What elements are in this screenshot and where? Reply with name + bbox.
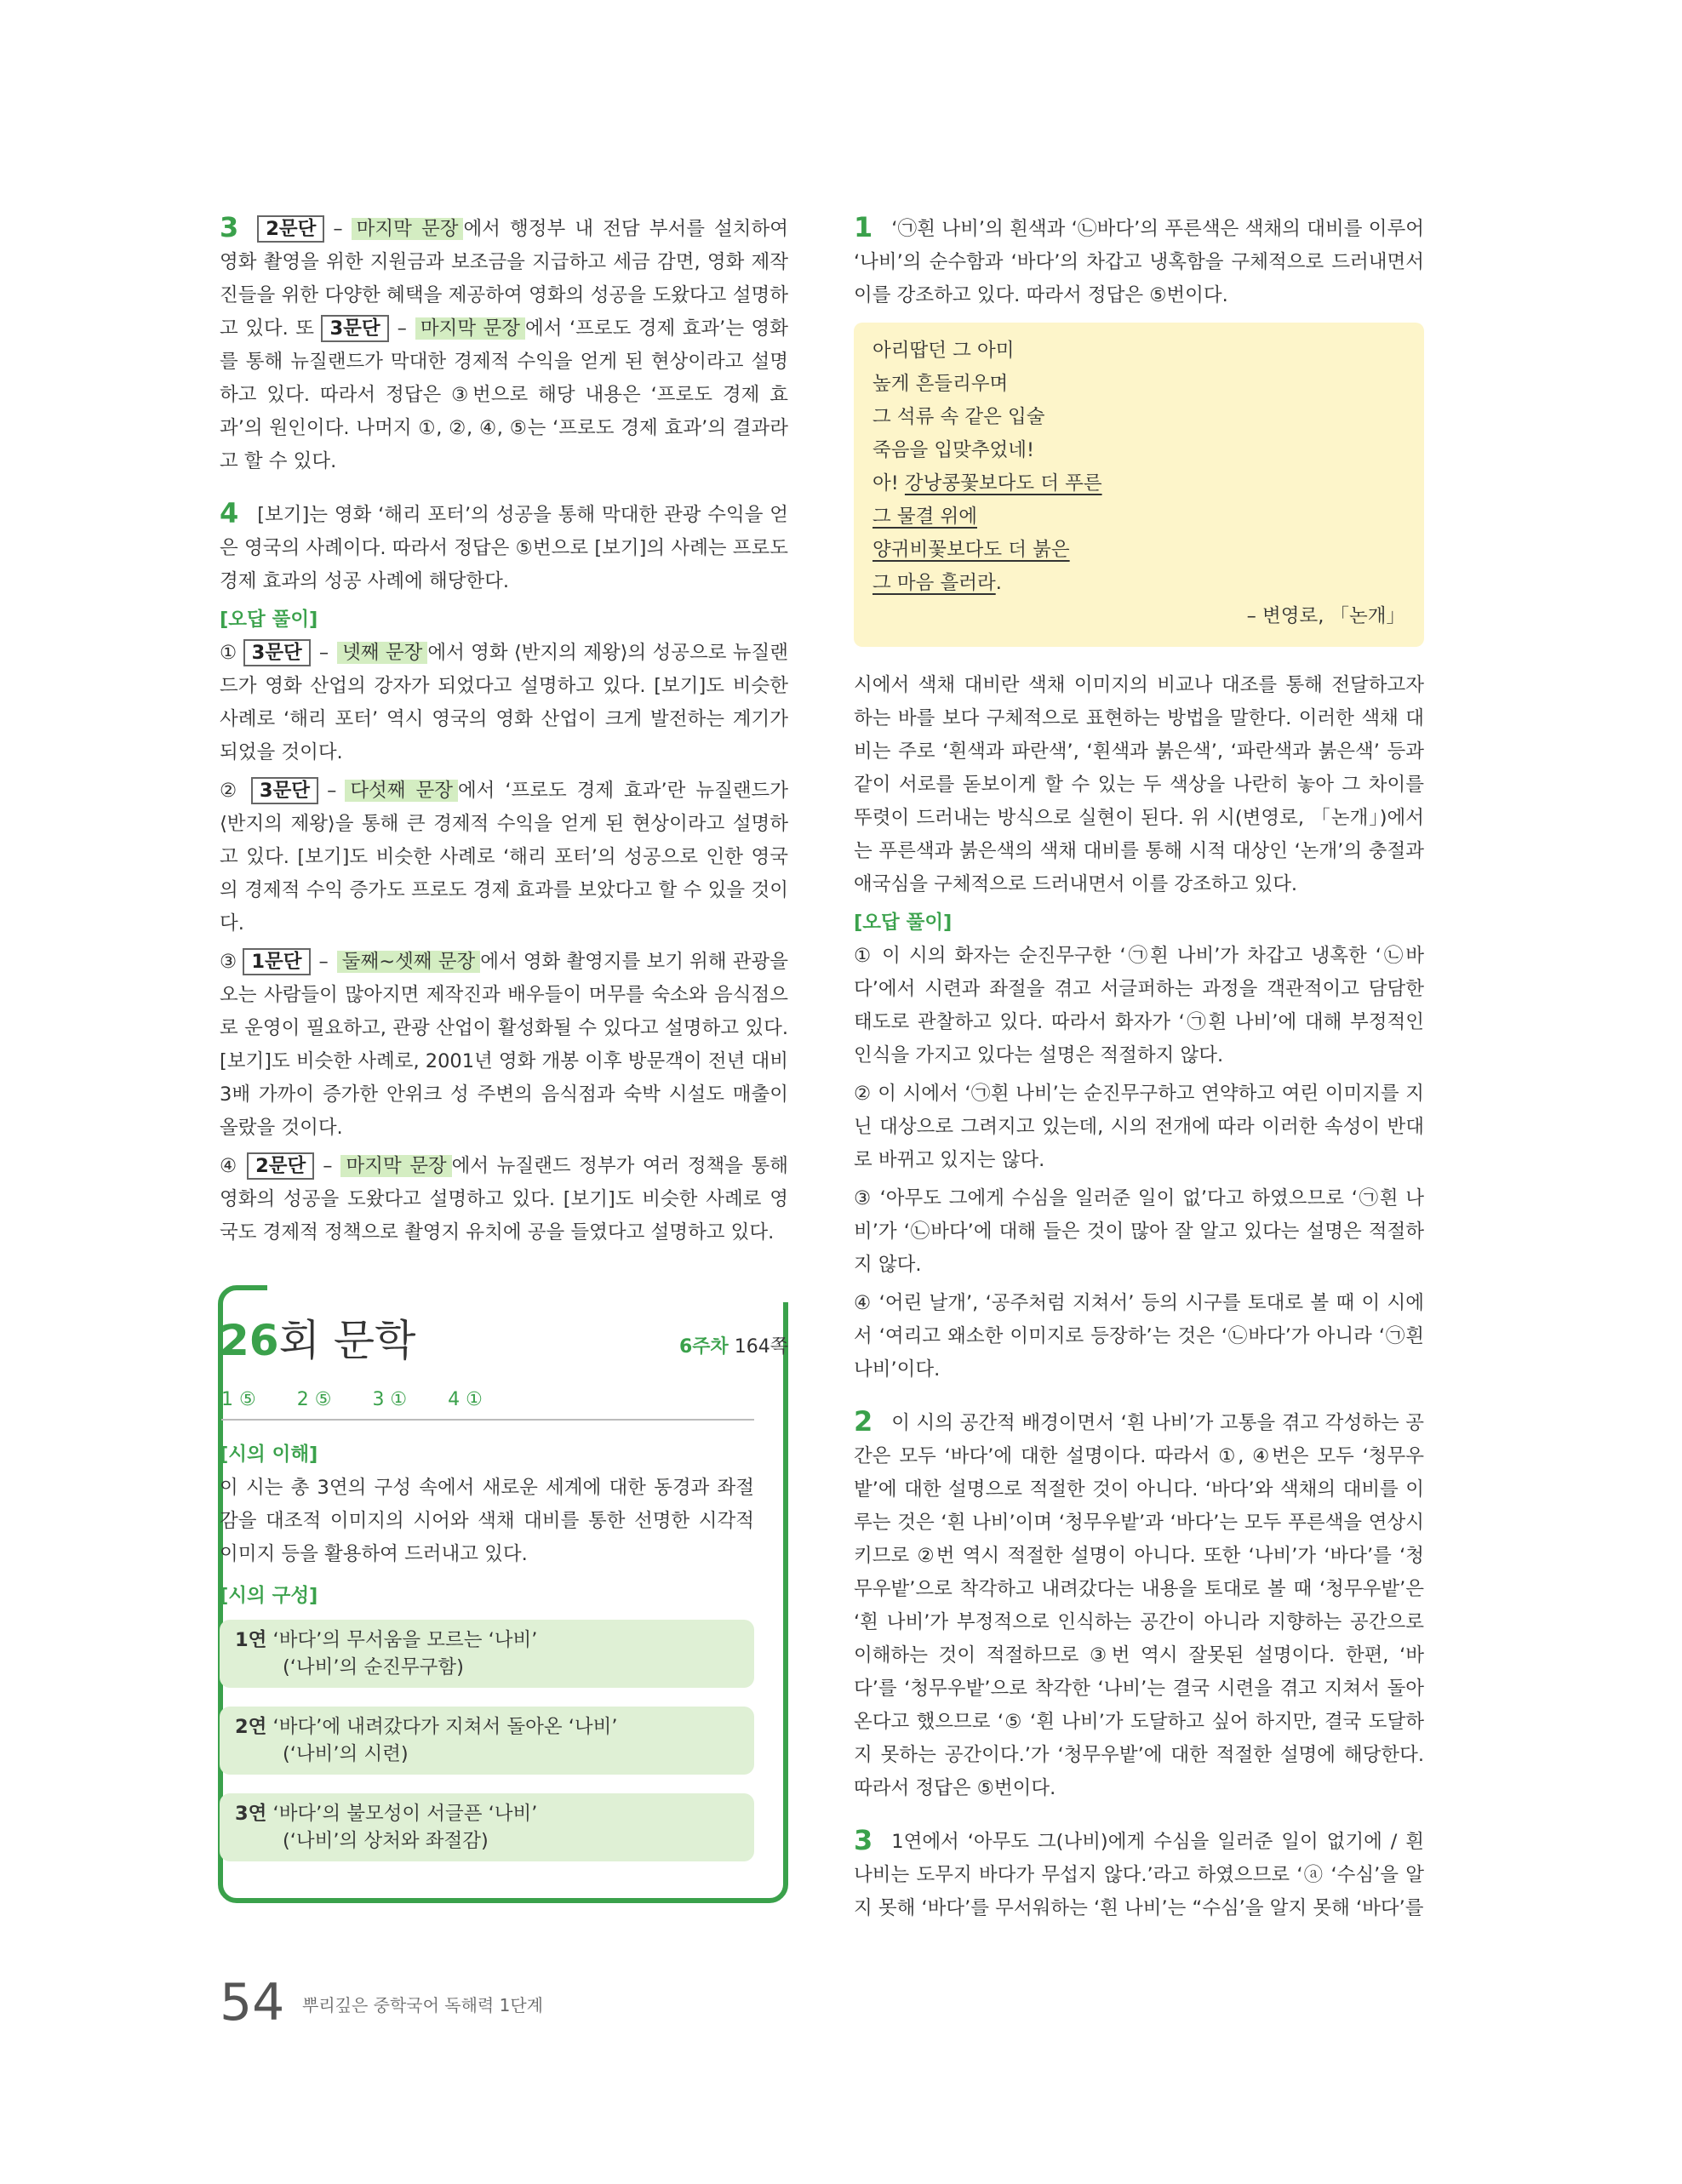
sentence-highlight: 다섯째 문장 [345,780,458,802]
wrong-answer-item: ④ ‘어린 날개’, ‘공주처럼 지쳐서’ 등의 시구를 토대로 볼 때 이 시에서 ‘여리고 왜소한 이미지로 등장하’는 것은 ‘㉡바다’가 아니라 ‘㉠흰 나비’이다. [854,1292,1424,1381]
wrong-answer-item: ③ 1문단 – 둘째~셋째 문장 에서 영화 촬영지를 보기 위해 관광을 오는 사람들이 많아지면 제작진과 배우들이 머무를 숙소와 음식점으로 운영이 필요하고, 관광 산업이 활성화될 수 있다고 설명하고 있다. [보기]도 비슷한 사례로, 2001년 영화 개봉 이후 방문객이 전년 대비 3배 가까이 증가한 안위크 성 주변의 음식점과 숙박 시설도 매출이 올랐을 것이다. [220,946,788,1145]
poem-line: 그 물결 위에 [872,506,977,528]
stanza-card: 2연 ‘바다’에 내려갔다가 지쳐서 돌아온 ‘나비’ (‘나비’의 시련) [220,1707,754,1775]
paragraph-tag: 2문단 [247,1152,314,1180]
sentence-highlight: 마지막 문장 [352,218,464,240]
sentence-highlight: 둘째~셋째 문장 [337,951,480,973]
answer-1-explanation: 1 ‘㉠흰 나비’의 흰색과 ‘㉡바다’의 푸른색은 색채의 대비를 이루어 ‘나비’의 순수함과 ‘바다’의 차갑고 냉혹함을 구체적으로 드러내면서 이를 강조하고 있다. 따라서 정답은 ⑤번이다. [854,211,1424,306]
sentence-highlight: 넷째 문장 [337,642,427,664]
poem-understanding-heading: [시의 이해] [220,1444,318,1466]
answer-3-explanation: 3 2문단 – 마지막 문장 에서 행정부 내 전담 부서를 설치하여 영화 촬영을 위한 지원금과 보조금을 지급하고 세금 감면, 영화 제작진들을 위한 다양한 혜택을 제공하여 영화의 성공을 도왔다고 설명하고 있다. 또 3문단 – 마지막 문장 에서 ‘프로도 경제 효과’는 영화를 통해 뉴질랜드가 막대한 경제적 수익을 얻게 된 현상이라고 설명하고 있다. 따라서 정답은 ③번으로 해당 내용은 ‘프로도 경제 효과’의 원인이다. 나머지 ①, ②, ④, ⑤는 ‘프로도 경제 효과’의 결과라고 할 수 있다. [220,211,788,472]
question-number: 1 [854,211,873,243]
wrong-answer-item: ④ 2문단 – 마지막 문장 에서 뉴질랜드 정부가 여러 정책을 통해 영화의 성공을 도왔다고 설명하고 있다. [보기]도 비슷한 사례로 영국도 경제적 정책으로 촬영지 유치에 공을 들였다고 설명하고 있다. [220,1150,788,1249]
poem-line: 그 마음 흘러라. [872,572,1002,594]
poem-source: – 변영로, 「논개」 [1246,605,1405,627]
stanza-card: 3연 ‘바다’의 불모성이 서글픈 ‘나비’ (‘나비’의 상처와 좌절감) [220,1793,754,1861]
paragraph-tag: 3문단 [243,639,311,666]
answer-key-item: 2 ⑤ [296,1389,332,1410]
session-box-body [220,1438,754,1880]
color-contrast-explanation: 시에서 색채 대비란 색채 이미지의 비교나 대조를 통해 전달하고자 하는 바를 보다 구체적으로 표현하는 방법을 말한다. 이러한 색채 대비는 주로 ‘흰색과 파란색’, ‘흰색과 붉은색’, ‘파란색과 붉은색’ 등과 같이 서로를 돋보이게 할 수 있는 두 색상을 나란히 놓아 그 차이를 뚜렷이 드러내는 방식으로 실현이 된다. 위 시(변영로, 「논개」)에서는 푸른색과 붉은색의 색채 대비를 통해 시적 대상인 ‘논개’의 충절과 애국심을 구체적으로 드러내면서 이를 강조하고 있다. [854,674,1424,895]
poem-structure-heading: [시의 구성] [220,1585,318,1607]
sentence-highlight: 마지막 문장 [340,1155,451,1177]
sentence-highlight: 마지막 문장 [415,317,525,340]
answer-key [221,1389,754,1421]
paragraph-tag: 3문단 [251,777,318,804]
answer-3-explanation-right: 3 1연에서 ‘아무도 그(나비)에게 수심을 일러준 일이 없기에 / 흰 나비는 도무지 바다가 무섭지 않다.’라고 하였으므로 ‘ⓐ ‘수심’을 알지 못해 ‘바다’를 무서워하는 ‘흰 나비’는 “수심’을 알지 못해 ‘바다’를 [854,1824,1424,1919]
question-number: 4 [220,497,239,529]
page-number: 54 [220,1973,285,2032]
paragraph-tag: 2문단 [257,215,324,243]
poem-line: 아리땁던 그 아미 [872,340,1015,362]
wrong-answer-item: ② 3문단 – 다섯째 문장 에서 ‘프로도 경제 효과’란 뉴질랜드가 ⟨반지의 제왕⟩을 통해 큰 경제적 수익을 얻게 된 현상이라고 설명하고 있다. [보기]도 비슷한 사례로 ‘해리 포터’의 성공으로 인한 영국의 경제적 수익 증가도 프로도 경제 효과를 보았다고 할 수 있을 것이다. [220,775,788,940]
wrong-answer-heading: [오답 풀이] [220,609,318,631]
left-column [220,211,788,1255]
poem-line: 높게 흔들리우며 [872,373,1009,395]
poem-line: 죽음을 입맞추었네! [872,439,1035,461]
answer-key-item: 3 ① [372,1389,408,1410]
book-title: 뿌리깊은 중학국어 독해력 1단계 [302,1995,543,2015]
wrong-answer-item: ③ ‘아무도 그에게 수심을 일러준 일이 없’다고 하였으므로 ‘㉠흰 나비’가 ‘㉡바다’에 대해 들은 것이 많아 잘 알고 있다는 설명은 적절하지 않다. [854,1187,1424,1276]
paragraph-tag: 1문단 [243,948,310,975]
poem-excerpt-box [854,323,1424,647]
poem-line: 양귀비꽃보다도 더 붉은 [872,539,1070,561]
answer-key-item: 1 ⑤ [221,1389,256,1410]
answer-key-item: 4 ① [448,1389,483,1410]
poem-line: 아! 강낭콩꽃보다도 더 푸른 [872,472,1102,495]
poem-understanding-text: 이 시는 총 3연의 구성 속에서 새로운 세계에 대한 동경과 좌절감을 대조적 이미지의 시어와 색채 대비를 통한 선명한 시각적 이미지 등을 활용하여 드러내고 있다. [220,1477,754,1565]
answer-4-explanation: 4 [보기]는 영화 ‘해리 포터’의 성공을 통해 막대한 관광 수익을 얻은 영국의 사례이다. 따라서 정답은 ⑤번으로 [보기]의 사례는 프로도 경제 효과의 성공 사례에 해당한다. [220,497,788,592]
wrong-answer-item: ① 이 시의 화자는 순진무구한 ‘㉠흰 나비’가 차갑고 냉혹한 ‘㉡바다’에서 시련과 좌절을 겪고 서글퍼하는 과정을 객관적이고 담담한 태도로 관찰하고 있다. 따라서 화자가 ‘㉠흰 나비’에 대해 부정적인 인식을 가지고 있다는 설명은 적절하지 않다. [854,945,1424,1066]
question-number: 3 [220,211,239,243]
session-title: 26회 문학 [220,1316,416,1365]
week-page-reference: 6주차 164쪽 [678,1336,788,1358]
wrong-answer-item: ① 3문단 – 넷째 문장 에서 영화 ⟨반지의 제왕⟩의 성공으로 뉴질랜드가 영화 산업의 강자가 되었다고 설명하고 있다. [보기]도 비슷한 사례로 ‘해리 포터’ 역시 영국의 영화 산업이 크게 발전하는 계기가 되었을 것이다. [220,637,788,769]
right-column [854,211,1424,1925]
question-number: 3 [854,1824,873,1856]
paragraph-tag: 3문단 [321,315,388,342]
question-number: 2 [854,1405,873,1438]
stanza-card: 1연 ‘바다’의 무서움을 모르는 ‘나비’ (‘나비’의 순진무구함) [220,1620,754,1688]
wrong-answer-heading: [오답 풀이] [854,912,953,934]
answer-2-explanation: 2 이 시의 공간적 배경이면서 ‘흰 나비’가 고통을 겪고 각성하는 공간은 모두 ‘바다’에 대한 설명이다. 따라서 ①, ④번은 모두 ‘청무우밭’에 대한 설명으로 적절한 것이 아니다. ‘바다’와 색채의 대비를 이루는 것은 ‘흰 나비’이며 ‘청무우밭’과 ‘바다’는 모두 푸른색을 연상시키므로 ②번 역시 적절한 설명이 아니다. 또한 ‘나비’가 ‘바다’를 ‘청무우밭’으로 착각하고 내려갔다는 내용을 토대로 볼 때 ‘청무우밭’은 ‘흰 나비’가 부정적으로 인식하는 공간이 아니라 지향하는 공간으로 이해하는 것이 적절하므로 ③번 역시 잘못된 설명이다. 한편, ‘바다’를 ‘청무우밭’으로 착각한 ‘나비’는 결국 시련을 겪고 지쳐서 돌아온다고 했으므로 ‘⑤ ‘흰 나비’가 도달하고 싶어 하지만, 결국 도달하지 못하는 공간이다.’가 ‘청무우밭’에 대한 적절한 설명에 해당한다. 따라서 정답은 ⑤번이다. [854,1405,1424,1799]
wrong-answer-item: ② 이 시에서 ‘㉠흰 나비’는 순진무구하고 연약하고 여린 이미지를 지닌 대상으로 그려지고 있는데, 시의 전개에 따라 이러한 속성이 반대로 바뀌고 있지는 않다. [854,1083,1424,1171]
poem-line: 그 석류 속 같은 입술 [872,406,1045,428]
